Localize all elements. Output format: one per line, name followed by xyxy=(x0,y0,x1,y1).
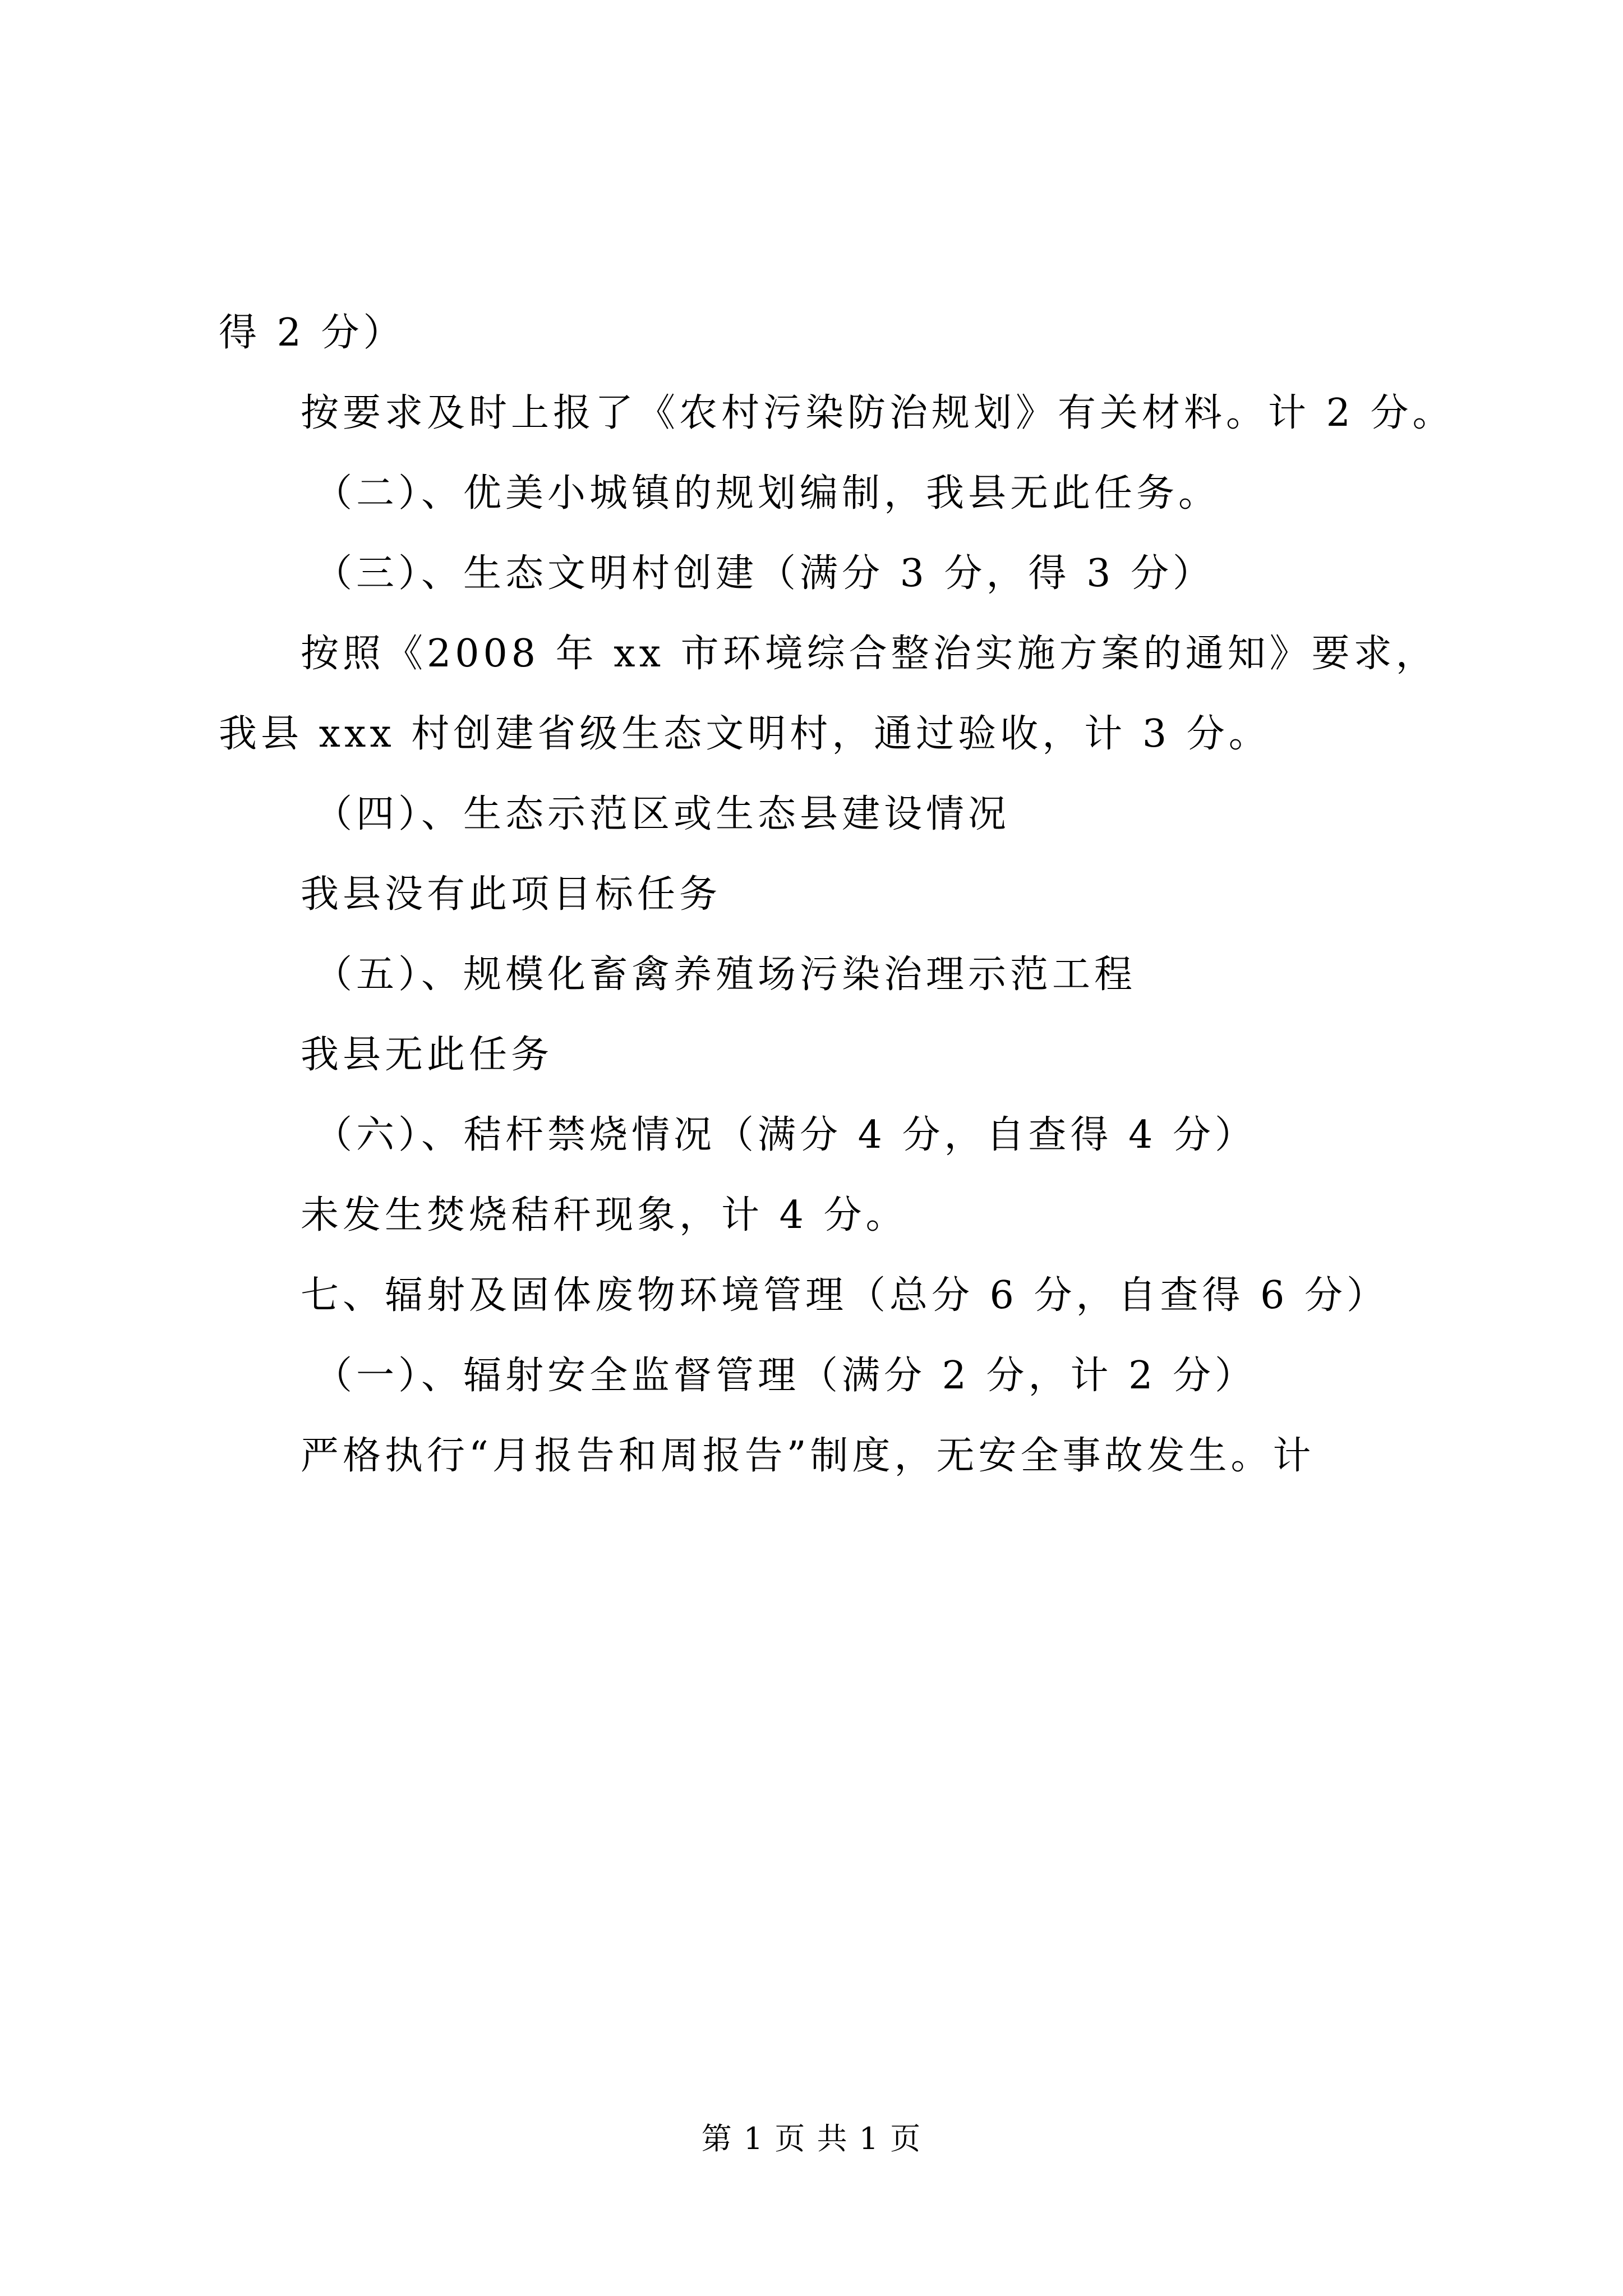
document-body xyxy=(219,307,1453,1511)
section-heading-5: （五）、规模化畜禽养殖场污染治理示范工程 xyxy=(314,953,1137,997)
section-heading-3: （三）、生态文明村创建（满分 3 分，得 3 分） xyxy=(314,551,1215,596)
text-line-10: 我县无此任务 xyxy=(301,1033,554,1077)
section-heading-7-1: （一）、辐射安全监督管理（满分 2 分，计 2 分） xyxy=(314,1354,1257,1398)
section-heading-2: （二）、优美小城镇的规划编制，我县无此任务。 xyxy=(314,471,1221,516)
text-line-6: 我县 xxx 村创建省级生态文明村，通过验收，计 3 分。 xyxy=(219,712,1271,756)
text-line-8: 我县没有此项目标任务 xyxy=(301,872,722,917)
section-heading-6: （六）、秸杆禁烧情况（满分 4 分，自查得 4 分） xyxy=(314,1113,1257,1157)
text-line-5: 按照《2008 年 xx 市环境综合整治实施方案的通知》要求， xyxy=(301,632,1438,676)
text-line-2: 按要求及时上报了《农村污染防治规划》有关材料。计 2 分。 xyxy=(301,391,1455,435)
chapter-heading-7: 七、辐射及固体废物环境管理（总分 6 分，自查得 6 分） xyxy=(301,1273,1389,1318)
text-line-1: 得 2 分） xyxy=(219,311,405,355)
page-footer: 第 1 页 共 1 页 xyxy=(701,2121,922,2156)
text-line-15: 严格执行“月报告和周报告”制度，无安全事故发生。计 xyxy=(301,1434,1315,1478)
text-line-12: 未发生焚烧秸秆现象，计 4 分。 xyxy=(301,1193,908,1237)
section-heading-4: （四）、生态示范区或生态县建设情况 xyxy=(314,792,1011,836)
